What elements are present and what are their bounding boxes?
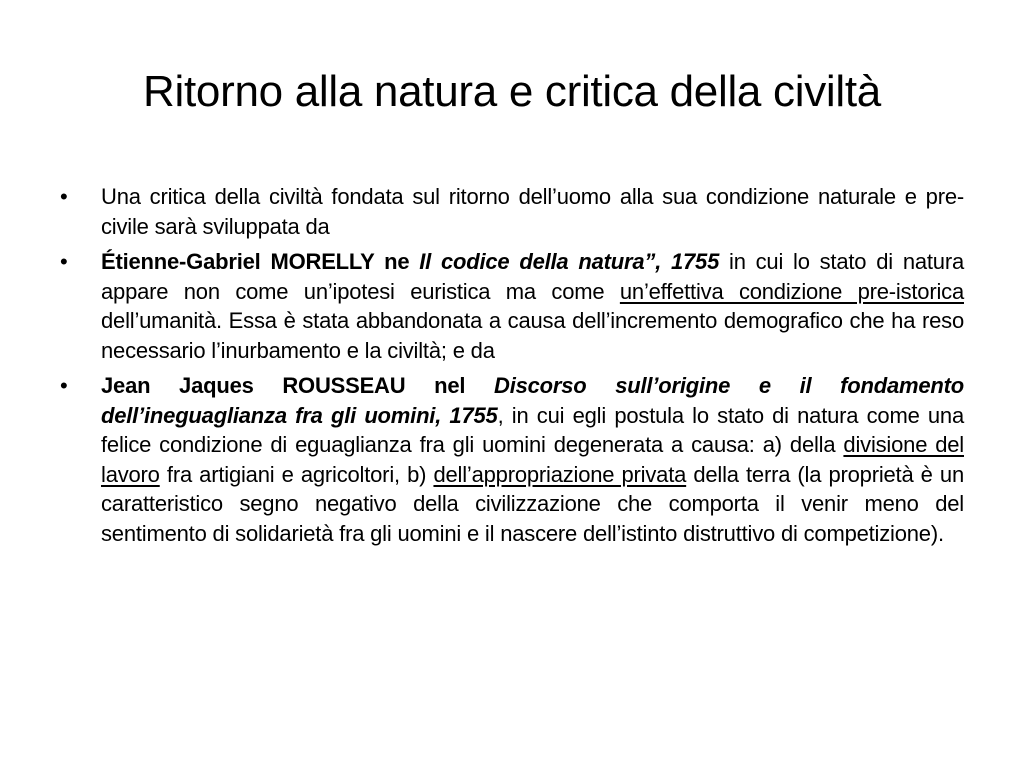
author-morelly: Étienne-Gabriel MORELLY ne — [101, 249, 420, 274]
bullet-dot-icon: • — [60, 249, 68, 274]
bullet-text-morelly-1: in cui lo stato di natura appare non come un’ipotesi euristica ma come — [101, 249, 964, 304]
bullet-text-rousseau-3: della terra (la proprietà è un caratteristico segno negativo della civilizzazione che comporta il venir meno del sentimento di solidarietà fra gli uomini e il nascere dell’istinto distruttivo di competizione). — [101, 461, 964, 546]
bullet-dot-icon: • — [60, 184, 68, 209]
bullet-item-1 — [60, 182, 964, 241]
bullet-text-rousseau-1: , in cui egli postula lo stato di natura come una felice condizione di eguaglianza fra gli uomini degenerata a causa: a) della — [101, 402, 964, 457]
bullet-text-rousseau-2: fra artigiani e agricoltori, b) — [159, 461, 434, 487]
underlined-phrase-morelly: un’effettiva condizione pre-istorica — [619, 278, 964, 304]
work-title-rousseau: Discorso sull’origine e il fondamento dell’ineguaglianza fra gli uomini, 1755 — [101, 373, 964, 428]
underlined-phrase-division: divisione del lavoro — [101, 432, 964, 487]
work-date-morelly: ”, 1755 — [644, 249, 720, 274]
bullet-dot-icon: • — [60, 373, 68, 398]
bullet-text-intro: Una critica della civiltà fondata sul ritorno dell’uomo alla sua condizione naturale e pre-civile sarà sviluppata da — [101, 184, 964, 239]
author-rousseau: Jean Jaques ROUSSEAU nel — [101, 373, 494, 398]
bullet-text-morelly-2: dell’umanità. Essa è stata abbandonata a causa dell’incremento demografico che ha reso necessario l’inurbamento e la civiltà; e da — [101, 308, 964, 363]
bullet-list — [60, 182, 964, 554]
bullet-item-2 — [60, 247, 964, 365]
slide-title: Ritorno alla natura e critica della civiltà — [143, 67, 881, 116]
bullet-item-3 — [60, 371, 964, 548]
work-title-morelly: Il codice della natura — [419, 249, 645, 274]
underlined-phrase-appropriation: dell’appropriazione privata — [433, 461, 687, 487]
